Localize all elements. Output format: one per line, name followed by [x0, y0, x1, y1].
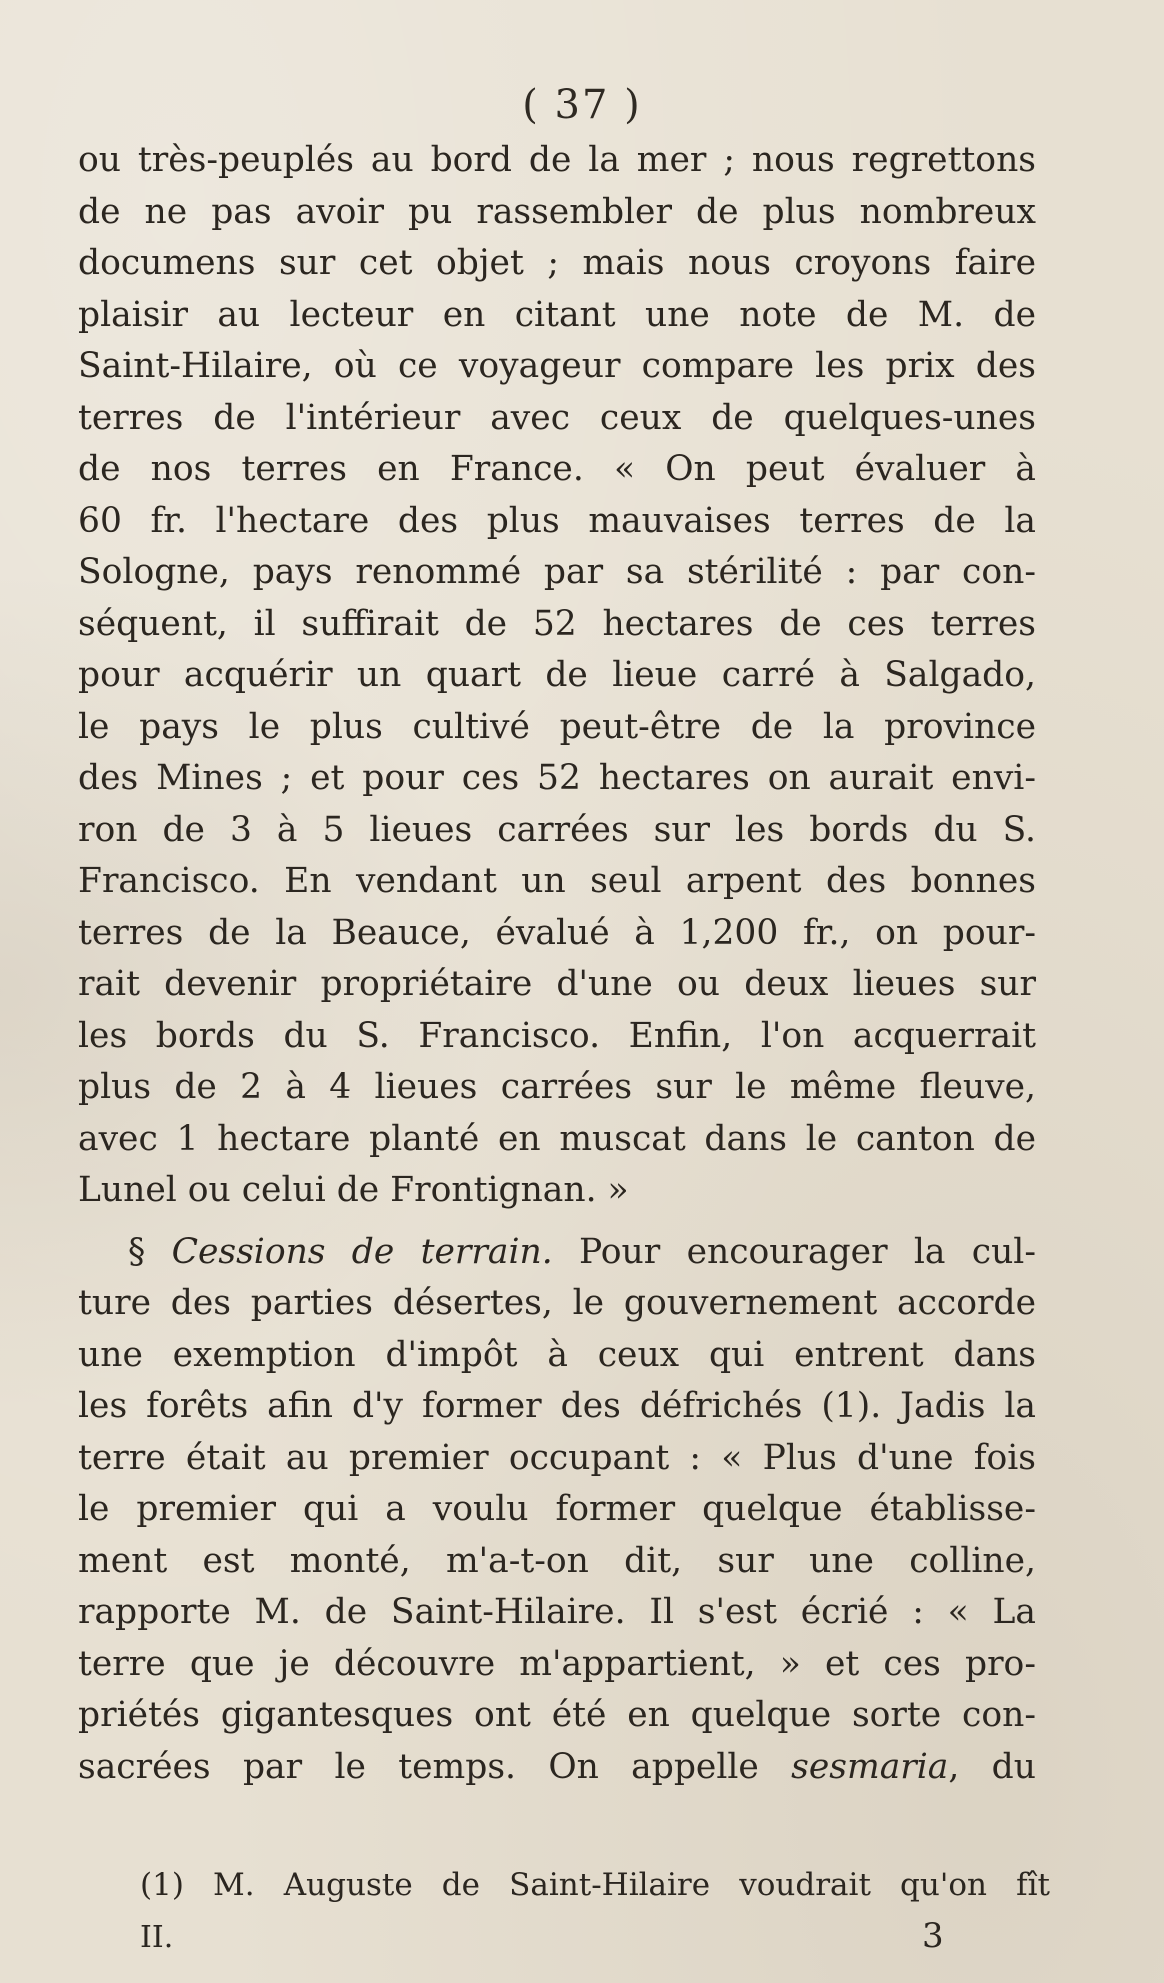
text-line: de ne pas avoir pu rassembler de plus nombreux [78, 191, 1036, 232]
body-text [78, 135, 1036, 1793]
text-line: plaisir au lecteur en citant une note de M. de [78, 294, 1036, 335]
text-line: terre était au premier occupant : « Plus d'une fois [78, 1437, 1036, 1478]
text-line: les bords du S. Francisco. Enfin, l'on acquerrait [78, 1015, 1036, 1056]
text-line: Sologne, pays renommé par sa stérilité : par con- [78, 552, 1036, 592]
text-line: terre que je découvre m'appartient, » et ces pro- [78, 1643, 1036, 1684]
text-fragment: sacrées par le temps. On appelle [78, 1746, 792, 1787]
text-line-with-italic [78, 1742, 1036, 1794]
text-line: des Mines ; et pour ces 52 hectares on aurait envi- [78, 758, 1036, 798]
text-line: 60 fr. l'hectare des plus mauvaises terres de la [78, 500, 1036, 541]
section-mark: § [128, 1231, 172, 1272]
section-title: Cessions de terrain. [171, 1231, 553, 1272]
text-line: plus de 2 à 4 lieues carrées sur le même fleuve, [78, 1067, 1036, 1107]
text-line: Saint-Hilaire, où ce voyageur compare les prix des [78, 346, 1036, 386]
text-line: pour acquérir un quart de lieue carré à Salgado, [78, 655, 1036, 695]
text-line: terres de l'intérieur avec ceux de quelques-unes [78, 397, 1036, 438]
text-line: une exemption d'impôt à ceux qui entrent dans [78, 1334, 1036, 1375]
text-fragment: Pour encourager la cul- [552, 1231, 1036, 1272]
text-line: avec 1 hectare planté en muscat dans le canton de [78, 1118, 1036, 1159]
text-fragment: , du [948, 1746, 1036, 1787]
text-line: les forêts afin d'y former des défrichés (1). Jadis la [78, 1386, 1036, 1426]
text-line: le premier qui a voulu former quelque établisse- [78, 1489, 1036, 1529]
text-line: rapporte M. de Saint-Hilaire. Il s'est écrié : « La [78, 1592, 1036, 1632]
text-line: de nos terres en France. « On peut évaluer à [78, 449, 1036, 489]
text-line: ou très-peuplés au bord de la mer ; nous regrettons [78, 140, 1036, 180]
text-line: Francisco. En vendant un seul arpent des bonnes [78, 861, 1036, 901]
text-line: rait devenir propriétaire d'une ou deux lieues sur [78, 964, 1036, 1004]
text-line: ron de 3 à 5 lieues carrées sur les bords du S. [78, 809, 1036, 850]
signature-mark: II. [140, 1920, 174, 1955]
signature-number: 3 [922, 1916, 944, 1956]
section-heading-line [78, 1227, 1036, 1279]
text-line: terres de la Beauce, évalué à 1,200 fr., on pour- [78, 912, 1036, 953]
text-line: ment est monté, m'a-t-on dit, sur une colline, [78, 1540, 1036, 1581]
text-line: priétés gigantesques ont été en quelque sorte con- [78, 1695, 1036, 1735]
text-line: documens sur cet objet ; mais nous croyons faire [78, 243, 1036, 283]
text-line: Lunel ou celui de Frontignan. » [78, 1170, 629, 1210]
page-number: ( 37 ) [522, 82, 642, 128]
text-line: ture des parties désertes, le gouvernement accorde [78, 1283, 1036, 1323]
footnote: (1) M. Auguste de Saint-Hilaire voudrait qu'on fît [140, 1867, 1050, 1903]
text-line: le pays le plus cultivé peut-être de la province [78, 706, 1036, 747]
text-line: séquent, il suffirait de 52 hectares de ces terres [78, 603, 1036, 644]
italic-term: sesmaria [791, 1746, 949, 1787]
